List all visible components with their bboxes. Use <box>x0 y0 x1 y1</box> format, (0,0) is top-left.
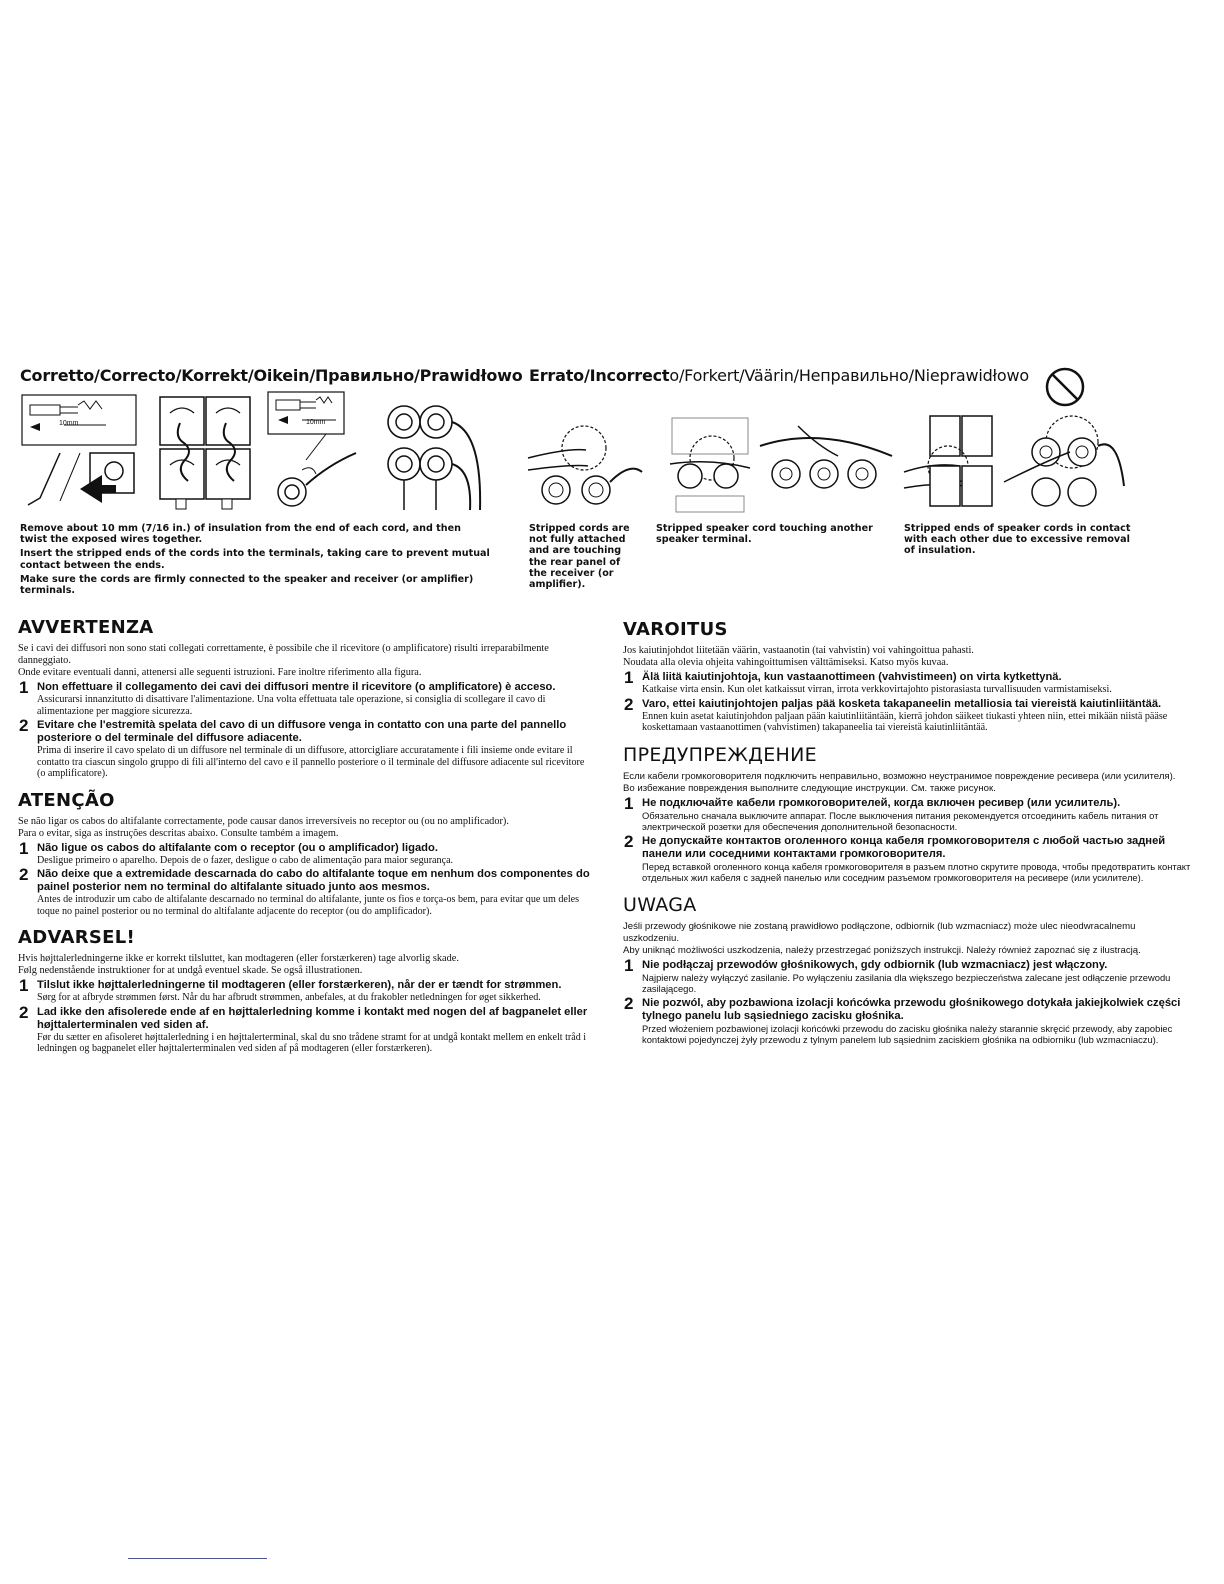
wrong-heading-rest: o/Forkert/Väärin/Неправильно/Nieprawidłowo <box>669 366 1029 385</box>
item-number: 1 <box>19 976 29 995</box>
list-item <box>18 1002 593 1055</box>
strip-cord-illustration <box>20 393 138 511</box>
wrong-caption-2: Stripped speaker cord touching another speaker terminal. <box>656 523 873 546</box>
bottom-rule <box>128 1558 267 1559</box>
item-number: 2 <box>19 1002 29 1022</box>
intro-line: Jos kaiutinjohdot liitetään väärin, vastaanotin (tai vahvistin) voi vahingoittua pahasti. <box>623 645 974 656</box>
item-body: Sørg for at afbryde strømmen først. Når du har afbrudt strømmen, anbefales, at du frakobler netledningen for øget sikkerhed. <box>37 992 541 1003</box>
item-heading: Не подключайте кабели громкоговорителей, когда включен ресивер (или усилитель). <box>642 796 1121 809</box>
wrong-heading <box>529 366 1029 385</box>
intro-line: Para o evitar, siga as instruções descritas abaixo. Consulte também a imagem. <box>18 827 339 839</box>
list-item <box>623 793 1193 833</box>
intro-line: Se i cavi dei diffusori non sono stati collegati correttamente, è possibile che il ricevitore (o amplificatore) risulti irreparabilmente danneggiato. <box>18 643 549 666</box>
speaker-terminals-illustration <box>150 393 260 511</box>
wrong-caption-3: Stripped ends of speaker cords in contact with each other due to excessive removal of insulation. <box>904 523 1131 557</box>
correct-caption-3: Make sure the cords are firmly connected to the speaker and receiver (or amplifier) terminals. <box>20 573 474 597</box>
item-body: Przed włożeniem pozbawionej izolacji końcówki przewodu do zacisku głośnika należy starannie skręcić przewody, aby zapobiec kontaktowi pojedynczej żyły przewodu z tylnym panelem lub sąsiednim zaciskiem głośnika na odbiorniku (lub wzmacniaczu). <box>642 1022 1173 1045</box>
correct-caption-1: Remove about 10 mm (7/16 in.) of insulation from the end of each cord, and then twist the exposed wires together. <box>20 523 461 546</box>
list-item <box>623 955 1193 995</box>
item-heading: Tilslut ikke højttalerledningerne til modtageren (eller forstærkeren), når der er tændt for strømmen. <box>37 979 562 991</box>
item-heading: Non effettuare il collegamento dei cavi dei diffusori mentre il ricevitore (o amplificatore) è acceso. <box>37 681 556 693</box>
item-body: Prima di inserire il cavo spelato di un diffusore nel terminale di un diffusore, attorcigliare accuratamente i fili insieme onde evitare il contatto tra ciascun singolo gruppo di fili all'interno del cavo e il pannello posteriore o il terminale del diffusore adiacente sul ricevitore (o amplificatore). <box>37 745 585 779</box>
item-heading: Varo, ettei kaiutinjohtojen paljas pää kosketa takapaneelin metalliosia tai viereistä kaiutinliitäntää. <box>642 697 1162 710</box>
wrong-illustration-3 <box>758 416 898 514</box>
item-heading: Nie pozwól, aby pozbawiona izolacji końcówka przewodu głośnikowego dotykała jakiejkolwiek części tylnego panelu lub sąsiedniego zacisku głośnika. <box>642 996 1181 1022</box>
section-avvertenza <box>18 617 593 780</box>
intro-line: Jeśli przewody głośnikowe nie zostaną prawidłowo podłączone, odbiornik (lub wzmacniacz) może ulec nieodwracalnemu uszkodzeniu. <box>623 920 1136 944</box>
section-title: ATENÇÃO <box>18 789 115 811</box>
section-advarsel <box>18 927 593 1055</box>
wrong-illustration-1 <box>526 418 644 514</box>
wrong-illustration-5 <box>1002 412 1126 512</box>
section-title: UWAGA <box>623 893 697 916</box>
wrong-illustration-2 <box>662 416 754 514</box>
intro-line: Noudata alla olevia ohjeita vahingoittumisen välttämiseksi. Katso myös kuvaa. <box>623 657 949 668</box>
item-body: Katkaise virta ensin. Kun olet katkaissut virran, irrota verkkovirtajohto pistorasiasta turvallisuuden varmistamiseksi. <box>642 684 1112 695</box>
list-item <box>18 976 593 1004</box>
dim-label-1: 10mm <box>59 420 79 427</box>
prohibited-icon <box>1044 366 1086 408</box>
item-heading: Älä liitä kaiutinjohtoja, kun vastaanottimeen (vahvistimeen) on virta kytkettynä. <box>642 671 1062 683</box>
item-number: 2 <box>624 993 634 1013</box>
right-column <box>623 619 1193 1046</box>
item-body: Antes de introduzir um cabo de altifalante descarnado no terminal do altifalante, junte os fios e torça-os bem, para evitar que um deles toque no painel posterior ou no terminal do altifalante adjacente do receptor (ou do amplificador). <box>37 894 580 917</box>
list-item <box>623 993 1193 1046</box>
correct-caption-2: Insert the stripped ends of the cords into the terminals, taking care to prevent mutual contact between the ends. <box>20 548 490 571</box>
correct-captions <box>20 523 490 599</box>
item-body: Assicurarsi innanzitutto di disattivare l'alimentazione. Una volta effettuata tale operazione, si consiglia di scollegare il cavo di alimentazione per maggiore sicurezza. <box>37 694 546 717</box>
section-title: VAROITUS <box>623 619 728 640</box>
list-item <box>623 668 1193 696</box>
item-number: 1 <box>19 838 29 858</box>
correct-heading: Corretto/Correcto/Korrekt/Oikein/Правильно/Prawidłowo <box>20 366 523 385</box>
left-column <box>18 617 593 1055</box>
item-number: 2 <box>624 831 634 851</box>
section-varoitus <box>623 619 1193 734</box>
item-number: 1 <box>624 668 634 687</box>
section-preduprezhdenie <box>623 744 1193 884</box>
dim-label-2: 10mm <box>306 419 326 426</box>
twist-cord-illustration <box>266 390 376 510</box>
item-number: 1 <box>624 955 634 975</box>
item-body: Før du sætter en afisoleret højttalerledning i en højttalerterminal, skal du sno trådene stramt for at undgå kontakt mellem en enkelt tråd i ledningen og bagpanelet eller højttalerterminalen ved siden af på modtageren (eller forstærkeren). <box>37 1031 587 1054</box>
wrong-heading-bold: Errato/Incorrect <box>529 366 670 385</box>
item-body: Najpierw należy wyłączyć zasilanie. Po wyłączeniu zasilania dla większego bezpieczeństwa zalecane jest odłączenie przewodu zasilającego. <box>642 971 1171 994</box>
section-uwaga <box>623 894 1193 1046</box>
item-number: 2 <box>624 694 634 714</box>
list-item <box>623 831 1193 884</box>
list-item <box>623 694 1193 734</box>
intro-line: Følg nedenstående instruktioner for at undgå eventuel skade. Se også illustrationen. <box>18 965 363 976</box>
item-heading: Nie podłączaj przewodów głośnikowych, gdy odbiornik (lub wzmacniacz) jest włączony. <box>642 958 1108 971</box>
wrong-caption-1: Stripped cords are not fully attached and are touching the rear panel of the receiver (or amplifier). <box>529 523 630 591</box>
item-heading: Lad ikke den afisolerede ende af en højttalerledning komme i kontakt med nogen del af bagpanelet eller højttalerterminalen ved siden af. <box>37 1005 588 1031</box>
item-number: 2 <box>19 716 29 735</box>
item-number: 2 <box>19 865 29 884</box>
section-title: ADVARSEL! <box>18 927 136 948</box>
intro-line: Если кабели громкоговорителя подключить неправильно, возможно неустранимое повреждение ресивера (или усилителя). <box>623 770 1176 782</box>
item-body: Перед вставкой оголенного конца кабеля громкоговорителя в разъем плотно скрутите провода, чтобы предотвратить контакт отдельных жил кабеля с задней панелью или соседним разъемом громкоговорителя на ресивере (или усилителе). <box>642 860 1191 883</box>
item-body: Обязательно сначала выключите аппарат. После выключения питания рекомендуется отсоединить кабель питания от электрической розетки для обеспечения дополнительной безопасности. <box>642 809 1159 832</box>
intro-line: Onde evitare eventuali danni, attenersi alle seguenti istruzioni. Fare inoltre riferimento alla figura. <box>18 667 422 678</box>
item-heading: Não ligue os cabos do altifalante com o receptor (ou o amplificador) ligado. <box>37 841 438 854</box>
section-title: ПРЕДУПРЕЖДЕНИЕ <box>623 743 817 766</box>
list-item <box>18 678 593 717</box>
intro-line: Aby uniknąć możliwości uszkodzenia, należy przestrzegać poniższych instrukcji. Należy również zapoznać się z ilustracją. <box>623 944 1141 956</box>
item-body: Ennen kuin asetat kaiutinjohdon paljaan pään kaiutinliitäntään, kierrä johdon säikeet tiukasti yhteen niin, ettei mikään niistä pääse koskettamaan vastaanottimen (vahvistimen) takapaneelia tai viereistä kaiutinliitäntää. <box>642 710 1168 733</box>
item-heading: Не допускайте контактов оголенного конца кабеля громкоговорителя с любой частью задней панели или соседними контактами громкоговорителя. <box>642 834 1166 860</box>
intro-line: Во избежание повреждения выполните следующие инструкции. См. также рисунок. <box>623 782 996 794</box>
item-number: 1 <box>19 678 29 697</box>
intro-line: Hvis højttalerledningerne ikke er korrekt tilsluttet, kan modtageren (eller forstærkeren) tage alvorlig skade. <box>18 953 459 964</box>
item-number: 1 <box>624 793 634 813</box>
item-body: Desligue primeiro o aparelho. Depois de o fazer, desligue o cabo de alimentação para maior segurança. <box>37 854 454 866</box>
item-heading: Evitare che l'estremità spelata del cavo di un diffusore venga in contatto con una parte del pannello posteriore o del terminale del diffusore adiacente. <box>37 719 567 744</box>
section-title: AVVERTENZA <box>18 617 154 638</box>
list-item <box>18 838 593 867</box>
binding-post-illustration <box>378 392 496 512</box>
item-heading: Não deixe que a extremidade descarnada do cabo do altifalante toque em nenhum dos componentes do painel posterior nem no terminal do altifalante situado junto aos mesmos. <box>37 868 590 893</box>
list-item <box>18 865 593 917</box>
wrong-illustration-4 <box>900 412 1000 514</box>
section-atencao <box>18 790 593 918</box>
list-item <box>18 716 593 780</box>
intro-line: Se não ligar os cabos do altifalante correctamente, pode causar danos irreversíveis no receptor ou (ou no amplificador). <box>18 815 509 827</box>
